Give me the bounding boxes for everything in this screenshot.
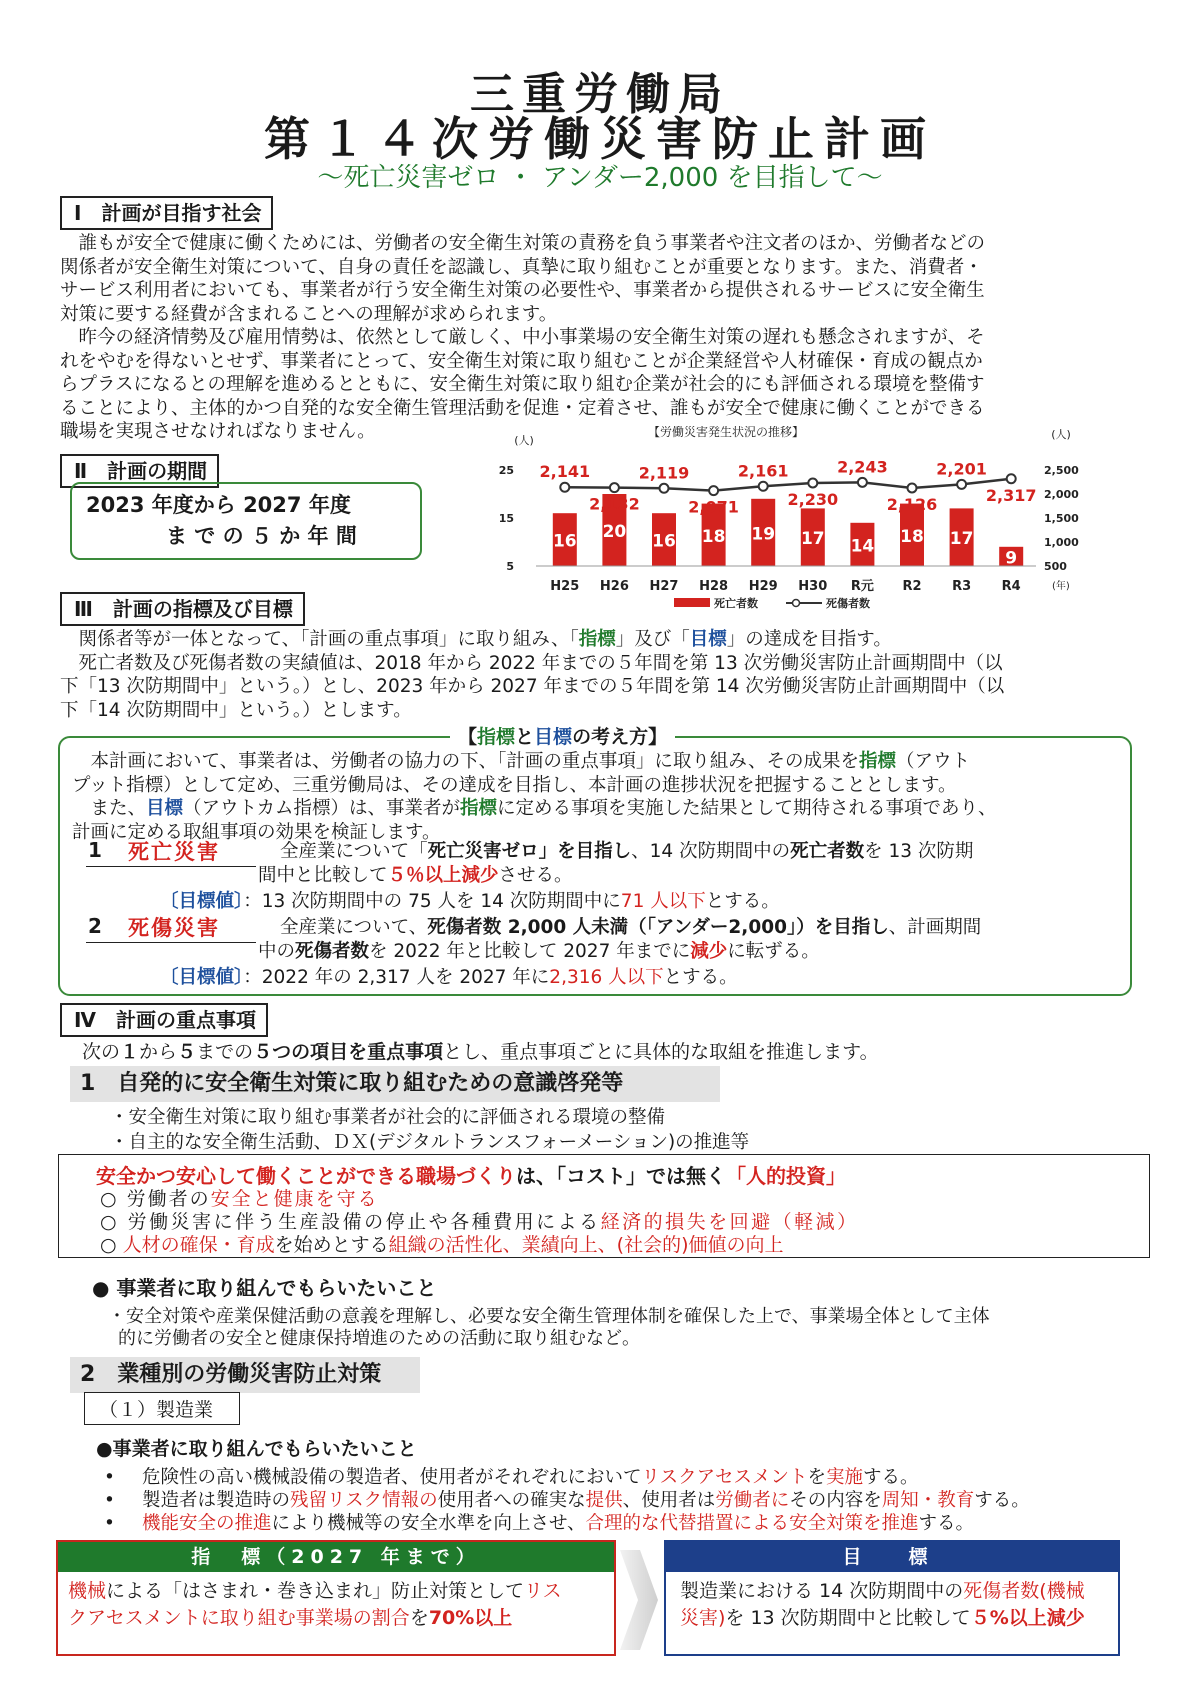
text: ○	[100, 1234, 123, 1256]
text: 全産業について「	[280, 841, 428, 862]
text: （アウトカム指標）は、事業者が	[183, 798, 460, 819]
text: までの	[196, 1041, 254, 1063]
item2-text	[280, 916, 1130, 940]
text-red: リス	[524, 1580, 562, 1602]
line-value-label: 2,071	[688, 497, 739, 517]
x-tick-label: R元	[850, 579, 874, 594]
text: 次の	[82, 1041, 121, 1063]
section3-heading: Ⅲ 計画の指標及び目標	[60, 592, 305, 626]
text: 本計画において、事業者は、労働者の協力の下、「計画の重点事項」に取り組み、その成果を	[72, 751, 859, 772]
left-tick-label: 5	[506, 560, 514, 573]
text: を 2022 年と比較して 2027 年までに	[369, 941, 691, 962]
text: は、「コスト」では無く	[516, 1164, 726, 1188]
item1-number: 1	[88, 838, 102, 862]
text: その内容を	[789, 1490, 882, 1511]
text-bold: ５つの項目を重点事項	[253, 1041, 444, 1063]
target-word: 目標	[534, 726, 573, 748]
text-red: 減少	[690, 941, 728, 962]
bar-value-label: 16	[552, 531, 577, 552]
target-box	[664, 1540, 1120, 1656]
text: 【	[458, 726, 478, 748]
text: を	[409, 1607, 429, 1629]
target-box-header: 目 標	[666, 1542, 1118, 1572]
chart-left-unit: (人)	[514, 434, 534, 447]
text: を始めとする	[274, 1234, 389, 1256]
left-tick-label: 25	[498, 464, 514, 477]
accident-chart	[496, 426, 1096, 626]
explanation-line: プット指標）として定め、三重労働局は、その達成を目指し、本計画の進捗状況を把握することとします。	[72, 774, 957, 796]
period-line: ま で の ５ か 年 間	[166, 524, 357, 548]
item1-target	[160, 890, 1130, 914]
right-tick-label: 500	[1044, 560, 1067, 573]
text: ：13 次防期間中の 75 人を 14 次防期間中に	[243, 891, 621, 912]
bullet-item: • 危険性の高い機械設備の製造者、使用者がそれぞれにおいてリスクアセスメントを実施する。	[104, 1467, 919, 1488]
text: 」及び「	[615, 629, 690, 650]
line-point	[957, 480, 966, 489]
text: 」の達成を目指す。	[726, 629, 892, 650]
text: また、	[72, 798, 147, 819]
section1-line: 対策に要する経費が含まれることへの理解が求められます。	[60, 303, 558, 325]
bar-value-label: 16	[652, 531, 676, 552]
text: に定める事項を実施した結果として期待される事項であり、	[497, 798, 997, 819]
manufacturing-label: （１）製造業	[84, 1392, 240, 1425]
text-red: 死傷者数(機械	[963, 1580, 1085, 1602]
investment-line	[100, 1230, 783, 1257]
item2-number: 2	[88, 914, 102, 938]
text: を 13 次防期間中と比較して	[725, 1607, 971, 1629]
text-red: ５％以上減少	[387, 865, 499, 886]
text-red: ５%以上減少	[970, 1607, 1085, 1629]
section1-line: サービス利用者においても、事業者が行う安全衛生対策の必要性や、事業者から提供されるサービスに安全衛生	[60, 280, 985, 301]
text: 、14 次防期間中の	[631, 841, 791, 862]
text-red: 71 人以下	[620, 891, 706, 912]
indicator-box-body	[58, 1572, 614, 1638]
page-title: 三重労働局	[470, 69, 730, 120]
item1-name: 死亡災害	[128, 840, 220, 864]
text: 、計画期間	[888, 917, 982, 938]
target-box-body	[666, 1572, 1118, 1638]
chart-right-unit: (人)	[1051, 428, 1071, 441]
text: 製造者は製造時の	[142, 1490, 291, 1511]
indicator-box	[56, 1540, 616, 1656]
legend-bar-swatch	[674, 598, 710, 607]
section1-line: 職場を実現させなければなりません。	[60, 421, 376, 442]
text-red: 周知・教育	[881, 1490, 975, 1511]
section1-heading: Ⅰ 計画が目指す社会	[60, 196, 273, 230]
indicator-line	[68, 1605, 604, 1632]
section4-intro	[82, 1037, 879, 1064]
item1-line	[280, 840, 1130, 864]
x-tick-label: H30	[798, 579, 828, 594]
text-red: 70%以上	[428, 1607, 513, 1629]
line-point	[858, 478, 867, 487]
indicator-box-header: 指 標（2027 年まで）	[58, 1542, 614, 1572]
text-red: 組織の活性化、業績向上、(社会的)価値の向上	[388, 1234, 784, 1256]
section1-line: れをやむを得ないとせず、事業者にとって、安全衛生対策に取り組むことが企業経営や人材確保・育成の観点か	[60, 350, 983, 372]
legend-label: 死亡者数	[714, 597, 758, 610]
line-value-label: 2,230	[787, 489, 839, 509]
right-tick-label: 1,500	[1044, 512, 1079, 525]
text-bold: 死亡災害ゼロ」を目指し	[427, 841, 632, 862]
period-line: 2023 年度から 2027 年度	[86, 493, 351, 517]
text-red: 「人的投資」	[726, 1164, 846, 1188]
text: する。	[918, 1513, 974, 1534]
text: する。	[974, 1490, 1030, 1511]
line-point	[709, 486, 718, 495]
line-point	[808, 478, 817, 487]
x-tick-label: H26	[599, 579, 629, 594]
text: とする。	[705, 891, 780, 912]
text: ○ 労働者の	[100, 1188, 211, 1210]
line-value-label: 2,201	[936, 459, 987, 479]
line-value-label: 2,317	[985, 485, 1037, 505]
text: ○ 労働災害に伴う生産設備の停止や各種費用による	[100, 1211, 601, 1233]
x-unit-label: (年)	[1052, 581, 1070, 592]
bar-value-label: 14	[850, 536, 875, 557]
line-point	[610, 483, 619, 492]
text: させる。	[498, 865, 573, 886]
x-tick-label: R4	[1001, 579, 1021, 594]
item2-name: 死傷災害	[128, 916, 220, 940]
target-label: 〔目標値〕	[160, 967, 244, 988]
right-tick-label: 2,500	[1044, 464, 1079, 477]
indicator-word: 指標	[477, 726, 516, 748]
item2-text-2	[258, 940, 1128, 964]
text: 間中と比較して	[258, 865, 388, 886]
want2-title: ●事業者に取り組んでもらいたいこと	[96, 1438, 417, 1460]
section4-heading: Ⅳ 計画の重点事項	[60, 1003, 268, 1037]
target-line	[680, 1605, 1104, 1632]
section3-line: 死亡者数及び死傷者数の実績値は、2018 年から 2022 年までの５年間を第 13 次労働災害防止計画期間中（以	[60, 652, 1003, 674]
text-red: クアセスメントに取り組む事業場の割合	[68, 1607, 410, 1629]
text: 製造業における 14 次防期間中の	[680, 1580, 964, 1602]
indicator-target-box-title	[450, 722, 675, 749]
period-box	[70, 482, 422, 560]
line-injuries	[565, 479, 1011, 491]
line-point	[759, 482, 768, 491]
section1-line: らプラスになるとの理解を進めるとともに、安全衛生対策に取り組む企業が社会的にも評価される環境を整備す	[60, 374, 985, 395]
text-bold: 死傷者数	[295, 941, 370, 962]
target-word: 目標	[146, 798, 184, 819]
bar-value-label: 18	[900, 526, 924, 547]
text-red: 経済的損失を回避（軽減）	[600, 1211, 859, 1233]
bullet-item: • 製造者は製造時の残留リスク情報の使用者への確実な提供、使用者は労働者にその内容を周知・教育する。	[104, 1490, 1030, 1511]
bar-value-label: 18	[701, 526, 726, 547]
bar-value-label: 9	[1005, 548, 1018, 569]
section3-line	[60, 628, 1150, 652]
manufacturing-bullets	[104, 1466, 1030, 1535]
line-value-label: 2,161	[737, 461, 789, 481]
x-tick-label: R2	[902, 579, 922, 594]
text-red: 合理的な代替措置による安全対策を推進	[585, 1513, 919, 1534]
text: 全産業について、	[280, 917, 428, 938]
section1-body	[60, 232, 1150, 444]
target-line	[680, 1578, 1104, 1605]
item1-text-2	[258, 864, 1128, 888]
text: ：2022 年の 2,317 人を 2027 年に	[243, 967, 550, 988]
text: （アウト	[896, 751, 971, 772]
plan-title: 第１４次労働災害防止計画	[264, 112, 936, 166]
explanation-line	[72, 797, 1132, 821]
text-red: 提供	[585, 1490, 623, 1511]
text: 危険性の高い機械設備の製造者、使用者がそれぞれにおいて	[142, 1467, 642, 1488]
item1-text	[280, 840, 1130, 864]
text-bold: １	[120, 1041, 140, 1063]
left-tick-label: 15	[498, 512, 514, 525]
text-red: 災害)	[680, 1607, 726, 1629]
text-red: 機械	[68, 1580, 107, 1602]
want1-line: ・安全対策や産業保健活動の意義を理解し、必要な安全衛生管理体制を確保した上で、事業場全体として主体	[108, 1306, 990, 1327]
text: とし、重点事項ごとに具体的な取組を推進します。	[443, 1041, 879, 1063]
target-label: 〔目標値〕	[160, 891, 244, 912]
legend-label: 死傷者数	[826, 597, 870, 610]
text-red: 実施	[825, 1467, 863, 1488]
priority2-title: 2 業種別の労働災害防止対策	[70, 1357, 420, 1393]
right-tick-label: 2,000	[1044, 488, 1079, 501]
line-point	[1007, 474, 1016, 483]
x-tick-label: H29	[748, 579, 778, 594]
want1-line: 的に労働者の安全と健康保持増進のための活動に取り組むなど。	[118, 1328, 640, 1349]
item2-underline	[86, 942, 256, 943]
bar-value-label: 17	[800, 529, 825, 550]
text-red: 2,316 人以下	[549, 967, 664, 988]
x-tick-label: H28	[699, 579, 729, 594]
x-tick-label: H25	[550, 579, 580, 594]
section1-line: 関係者が安全衛生対策について、自身の責任を認識し、真摯に取り組むことが重要となります。また、消費者・	[60, 256, 983, 278]
text: する。	[863, 1467, 919, 1488]
bullet-item: • 機能安全の推進により機械等の安全水準を向上させ、合理的な代替措置による安全対策を推進する。	[104, 1513, 974, 1534]
text-red: 人材の確保・育成	[122, 1234, 275, 1256]
item1-underline	[86, 866, 256, 867]
want1-title: ● 事業者に取り組んでもらいたいこと	[92, 1276, 437, 1300]
section2-heading: Ⅱ 計画の期間	[60, 454, 219, 488]
text: により機械等の安全水準を向上させ、	[271, 1513, 586, 1534]
text: 、使用者は	[622, 1490, 716, 1511]
explanation-line	[72, 750, 1132, 774]
text: の考え方】	[572, 726, 668, 748]
text: と	[515, 726, 535, 748]
section3-body	[60, 628, 1150, 722]
line-value-label: 2,132	[589, 494, 640, 514]
priority1-bullet: ・自主的な安全衛生活動、ＤＸ(デジタルトランスフォーメーション)の推進等	[110, 1132, 750, 1153]
section3-line: 下「14 次防期間中」という。）とします。	[60, 699, 412, 721]
want1-text	[108, 1306, 990, 1350]
indicator-word: 指標	[859, 751, 897, 772]
line-point	[908, 483, 917, 492]
text: から	[139, 1041, 178, 1063]
indicator-target-explanation	[72, 750, 1132, 844]
chart-title: 【労働災害発生状況の推移】	[647, 426, 805, 439]
explanation-line: 計画に定める取組事項の効果を検証します。	[72, 821, 441, 843]
text: に転ずる。	[727, 941, 820, 962]
text-red: 機能安全の推進	[142, 1513, 272, 1534]
indicator-line	[68, 1578, 604, 1605]
bar-value-label: 20	[602, 522, 627, 542]
text-bold: 死傷者数 2,000 人未満（「アンダー2,000」）を目指し	[427, 917, 889, 938]
item2-target	[160, 966, 1130, 990]
line-value-label: 2,119	[638, 463, 690, 483]
target-word: 目標	[689, 629, 727, 650]
priority1-title: 1 自発的に安全衛生対策に取り組むための意識啓発等	[70, 1066, 720, 1102]
text-bold: ５	[177, 1041, 197, 1063]
line-value-label: 2,141	[539, 462, 591, 482]
indicator-word: 指標	[459, 798, 497, 819]
line-point	[560, 483, 569, 492]
right-tick-label: 1,000	[1044, 536, 1079, 549]
text: 関係者等が一体となって、「計画の重点事項」に取り組み、「	[60, 629, 579, 650]
arrow-right-icon	[618, 1548, 662, 1652]
section3-line: 下「13 次防期間中」という。）とし、2023 年から 2027 年までの５年間を第 14 次労働災害防止計画期間中（以	[60, 676, 1005, 697]
x-tick-label: H27	[649, 579, 679, 594]
section1-line: 誰もが安全で健康に働くためには、労働者の安全衛生対策の責務を負う事業者や注文者のほか、労働者などの	[60, 233, 986, 254]
text: 使用者への確実な	[437, 1490, 586, 1511]
legend-line-point	[793, 600, 800, 607]
plan-subtitle: ～死亡災害ゼロ ・ アンダー2,000 を目指して～	[317, 163, 883, 193]
line-value-label: 2,243	[837, 457, 888, 477]
section1-line: ることにより、主体的かつ自発的な安全衛生管理活動を促進・定着させ、誰もが安全で健康に働くことができる	[60, 397, 985, 419]
text: 中の	[258, 941, 296, 962]
text-red: リスクアセスメント	[641, 1467, 808, 1488]
text-red: 労働者に	[715, 1490, 790, 1511]
x-tick-label: R3	[952, 579, 972, 594]
section1-line: 昨今の経済情勢及び雇用情勢は、依然として厳しく、中小事業場の安全衛生対策の遅れも懸念されますが、そ	[60, 327, 985, 348]
text-red: 残留リスク情報の	[290, 1490, 438, 1511]
line-value-label: 2,126	[886, 494, 938, 514]
text-bold: 死亡者数	[790, 841, 865, 862]
bar-value-label: 17	[949, 529, 974, 550]
bar-value-label: 19	[751, 524, 776, 545]
line-point	[660, 484, 669, 493]
text-red: 安全かつ安心して働くことができる職場づくり	[96, 1164, 516, 1188]
priority1-bullet: ・安全衛生対策に取り組む事業者が社会的に評価される環境の整備	[110, 1107, 666, 1128]
text-red: 安全と健康を守る	[210, 1188, 379, 1210]
text: とする。	[663, 967, 738, 988]
text: による「はさまれ・巻き込まれ」防止対策として	[106, 1580, 525, 1602]
text: を 13 次防期	[864, 841, 974, 862]
indicator-word: 指標	[578, 629, 616, 650]
text: を	[807, 1467, 826, 1488]
